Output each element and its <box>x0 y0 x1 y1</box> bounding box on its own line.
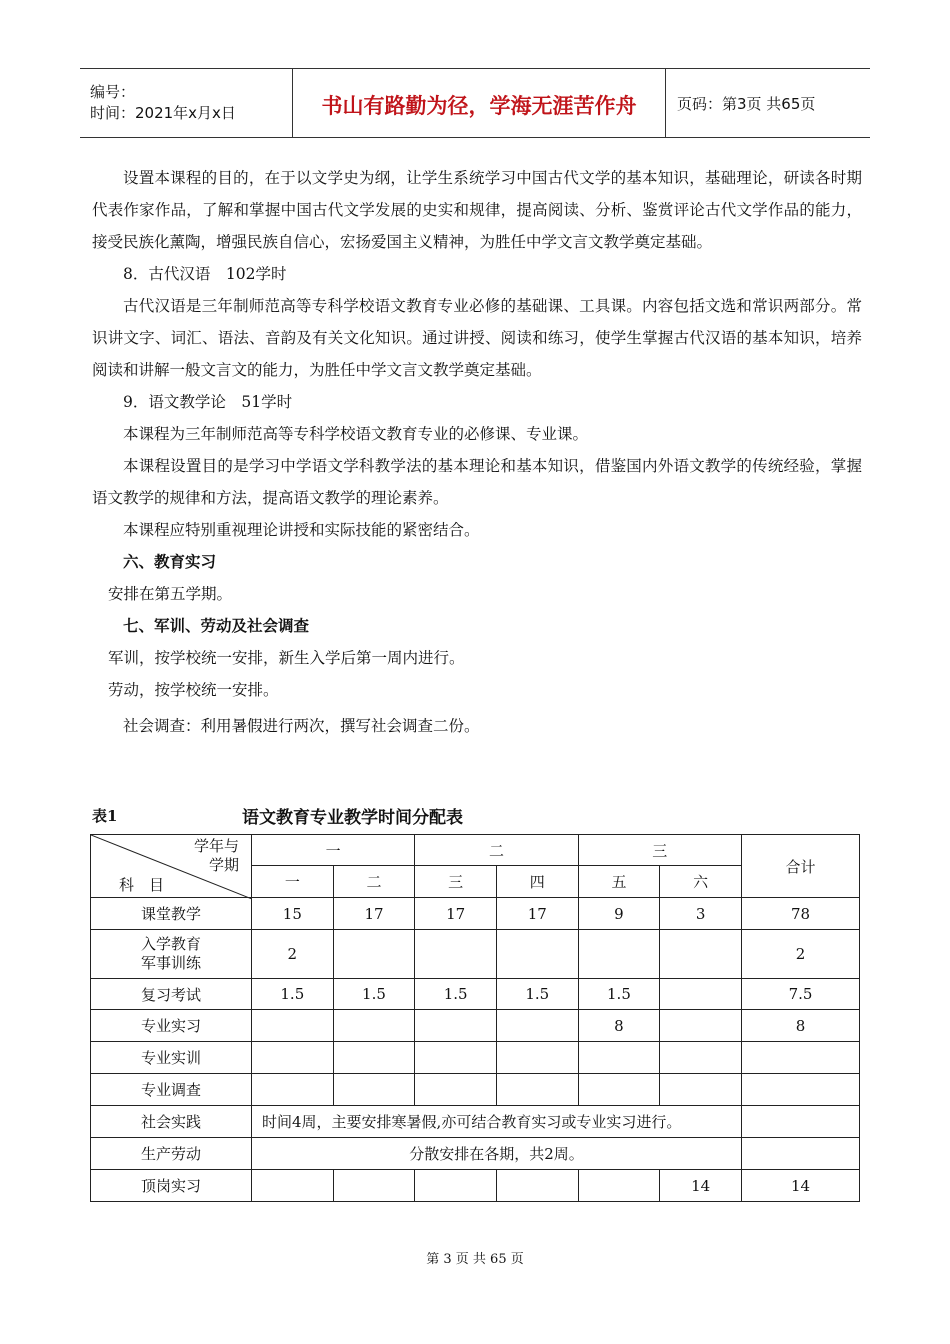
table-cell: 17 <box>496 898 578 930</box>
table-cell: 2 <box>252 930 334 979</box>
table-cell <box>496 1170 578 1202</box>
table-cell: 1.5 <box>415 979 497 1010</box>
table-cell <box>252 1010 334 1042</box>
heading-teaching-theory: 9．语文教学论 51学时 <box>123 393 293 411</box>
row-total: 2 <box>742 930 860 979</box>
corner-top-line2: 学期 <box>208 856 239 874</box>
row-total <box>742 1138 860 1170</box>
table-row <box>91 1042 860 1074</box>
row-total <box>742 1042 860 1074</box>
paragraph-practice: 安排在第五学期。 <box>108 585 233 603</box>
row-subject: 专业实训 <box>91 1042 252 1074</box>
table-cell <box>496 1074 578 1106</box>
row-total: 8 <box>742 1010 860 1042</box>
row-subject: 专业实习 <box>91 1010 252 1042</box>
table-cell: 17 <box>415 898 497 930</box>
year-header: 一 <box>252 835 415 866</box>
corner-bottom-text: 科 目 <box>119 876 165 894</box>
row-subject: 生产劳动 <box>91 1138 252 1170</box>
section-heading-military: 七、军训、劳动及社会调查 <box>123 616 310 635</box>
term-header: 四 <box>496 866 578 898</box>
table-row <box>91 979 860 1010</box>
row-subject-line1: 入学教育 <box>140 935 201 953</box>
header-meta <box>80 69 293 137</box>
number-label: 编号： <box>90 83 136 101</box>
corner-top-line1: 学年与 <box>193 837 239 855</box>
table-label: 表1 <box>92 807 118 825</box>
paragraph-teaching-theory-2: 本课程设置目的是学习中学语文学科教学法的基本理论和基本知识，借鉴国内外语文教学的传统经验，掌握语文教学的规律和方法，提高语文教学的理论素养。 <box>92 457 862 507</box>
table-cell <box>415 1042 497 1074</box>
paragraph-labor: 劳动，按学校统一安排。 <box>108 681 279 699</box>
row-subject: 社会实践 <box>91 1106 252 1138</box>
header-motto-cell <box>293 69 666 137</box>
row-subject <box>91 930 252 979</box>
table-row <box>91 1074 860 1106</box>
table-title: 语文教育专业教学时间分配表 <box>242 808 463 828</box>
table-row <box>91 1010 860 1042</box>
term-header: 三 <box>415 866 497 898</box>
paragraph-teaching-theory-3: 本课程应特别重视理论讲授和实际技能的紧密结合。 <box>123 521 480 539</box>
paragraph-ancient-chinese: 古代汉语是三年制师范高等专科学校语文教育专业必修的基础课、工具课。内容包括文选和常识两部分。常识讲文字、词汇、语法、音韵及有关文化知识。通过讲授、阅读和练习，使学生掌握古代汉语的基本知识，培养阅读和讲解一般文言文的能力，为胜任中学文言文教学奠定基础。 <box>92 297 862 379</box>
row-total: 14 <box>742 1170 860 1202</box>
table-cell <box>578 1042 660 1074</box>
term-header: 二 <box>333 866 415 898</box>
page-footer: 第 3 页 共 65 页 <box>426 1252 524 1267</box>
table-cell <box>252 1170 334 1202</box>
row-subject-line2: 军事训练 <box>140 954 201 972</box>
table-cell <box>415 1074 497 1106</box>
row-note: 时间4周，主要安排寒暑假,亦可结合教育实习或专业实习进行。 <box>252 1106 742 1138</box>
paragraph-military: 军训，按学校统一安排，新生入学后第一周内进行。 <box>108 649 465 667</box>
time-label: 时间：2021年x月x日 <box>90 104 236 122</box>
table-cell <box>333 1042 415 1074</box>
table-cell <box>660 1074 742 1106</box>
term-header: 六 <box>660 866 742 898</box>
table-cell: 1.5 <box>578 979 660 1010</box>
table-cell <box>660 979 742 1010</box>
table-row <box>91 1138 860 1170</box>
total-header: 合计 <box>742 835 860 898</box>
table-row <box>91 1106 860 1138</box>
motto: 书山有路勤为径，学海无涯苦作舟 <box>321 94 637 118</box>
table-cell <box>415 1170 497 1202</box>
table-cell <box>333 1010 415 1042</box>
table-cell <box>660 1042 742 1074</box>
paragraph-teaching-theory-1: 本课程为三年制师范高等专科学校语文教育专业的必修课、专业课。 <box>123 425 589 443</box>
table-cell <box>578 1074 660 1106</box>
row-total: 7.5 <box>742 979 860 1010</box>
year-header: 三 <box>578 835 741 866</box>
table-cell: 17 <box>333 898 415 930</box>
table-cell: 8 <box>578 1010 660 1042</box>
row-total <box>742 1074 860 1106</box>
table-cell <box>415 1010 497 1042</box>
row-subject: 顶岗实习 <box>91 1170 252 1202</box>
paragraph-course-purpose: 设置本课程的目的，在于以文学史为纲，让学生系统学习中国古代文学的基本知识，基础理论，研读各时期代表作家作品，了解和掌握中国古代文学发展的史实和规律，提高阅读、分析、鉴赏评论古代文学作品的能力，接受民族化薰陶，增强民族自信心，宏扬爱国主义精神，为胜任中学文言文教学奠定基础。 <box>92 169 862 251</box>
table-cell <box>252 1042 334 1074</box>
table-cell <box>496 1010 578 1042</box>
term-header: 一 <box>252 866 334 898</box>
table-cell: 3 <box>660 898 742 930</box>
term-header: 五 <box>578 866 660 898</box>
table-cell <box>333 930 415 979</box>
heading-ancient-chinese: 8．古代汉语 102学时 <box>123 265 287 283</box>
section-heading-practice: 六、教育实习 <box>123 552 217 571</box>
page-header <box>80 68 870 138</box>
schedule-table <box>90 834 860 1202</box>
table-row <box>91 1170 860 1202</box>
table-cell <box>496 1042 578 1074</box>
year-header: 二 <box>415 835 578 866</box>
table-row <box>91 898 860 930</box>
table-row <box>91 930 860 979</box>
corner-top-text <box>194 837 239 875</box>
table-cell: 14 <box>660 1170 742 1202</box>
table-cell <box>333 1074 415 1106</box>
corner-header <box>91 835 252 898</box>
table-cell <box>333 1170 415 1202</box>
table-cell <box>578 1170 660 1202</box>
row-subject: 复习考试 <box>91 979 252 1010</box>
table-header-row <box>91 835 860 866</box>
header-page-info: 页码：第3页 共65页 <box>677 94 816 113</box>
table-cell: 1.5 <box>333 979 415 1010</box>
row-subject: 课堂教学 <box>91 898 252 930</box>
table-cell: 9 <box>578 898 660 930</box>
table-cell <box>252 1074 334 1106</box>
table-cell <box>496 930 578 979</box>
table-cell <box>578 930 660 979</box>
table-cell: 1.5 <box>252 979 334 1010</box>
table-cell: 1.5 <box>496 979 578 1010</box>
row-subject: 专业调查 <box>91 1074 252 1106</box>
row-note: 分散安排在各期，共2周。 <box>252 1138 742 1170</box>
table-cell <box>415 930 497 979</box>
table-cell <box>660 930 742 979</box>
table-caption <box>92 803 852 829</box>
row-total <box>742 1106 860 1138</box>
document-body <box>92 162 862 742</box>
table-cell: 15 <box>252 898 334 930</box>
row-total: 78 <box>742 898 860 930</box>
table-cell <box>660 1010 742 1042</box>
paragraph-survey: 社会调查：利用暑假进行两次，撰写社会调查二份。 <box>123 717 480 735</box>
